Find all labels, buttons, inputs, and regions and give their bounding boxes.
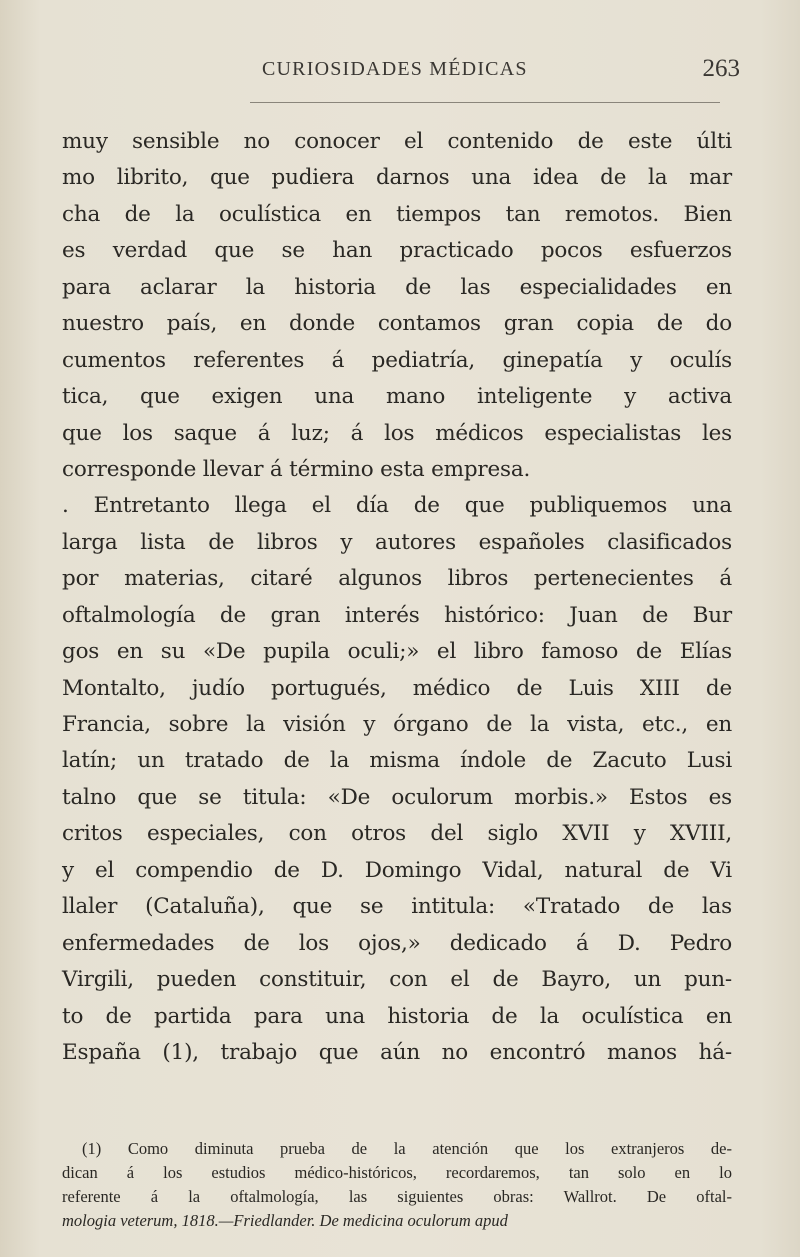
text-line: enfermedades de los ojos,» dedicado á D. Pedro xyxy=(62,930,732,956)
page-number: 263 xyxy=(702,55,740,82)
text-line: corresponde llevar á término esta empresa. xyxy=(62,456,531,482)
text-line: gos en su «De pupila oculi;» el libro famoso de Elías xyxy=(62,639,732,665)
text-line: Francia, sobre la visión y órgano de la vista, etc., en xyxy=(62,712,732,737)
text-line: . Entretanto llega el día de que publiquemos una xyxy=(62,493,732,519)
text-line: Virgili, pueden constituir, con el de Bayro, un pun- xyxy=(62,967,732,993)
text-line: cha de la oculística en tiempos tan remotos. Bien xyxy=(62,201,732,227)
text-line: to de partida para una historia de la oculística en xyxy=(62,1003,732,1029)
footnote-line: dican á los estudios médico-históricos, recordaremos, tan solo en lo xyxy=(62,1163,732,1182)
text-line: latín; un tratado de la misma índole de Zacuto Lusi xyxy=(62,748,732,774)
text-line: para aclarar la historia de las especialidades en xyxy=(62,274,732,300)
footnote-line: (1) Como diminuta prueba de la atención que los extranjeros de- xyxy=(82,1139,732,1158)
text-line: talno que se titula: «De oculorum morbis.» Estos es xyxy=(62,784,732,810)
text-line: España (1), trabajo que aún no encontró manos há- xyxy=(62,1039,732,1065)
footnote-line: mologia veterum, 1818.—Friedlander. De medicina oculorum apud xyxy=(62,1211,508,1230)
text-line: tica, que exigen una mano inteligente y activa xyxy=(62,384,732,410)
running-head xyxy=(62,55,740,88)
text-line: mo librito, que pudiera darnos una idea de la mar xyxy=(62,165,732,191)
text-line: que los saque á luz; á los médicos especialistas les xyxy=(62,420,732,446)
text-line: nuestro país, en donde contamos gran copia de do xyxy=(62,311,732,337)
text-line: cumentos referentes á pediatría, ginepatía y oculís xyxy=(62,347,732,373)
text-line: critos especiales, con otros del siglo XVII y XVIII, xyxy=(62,821,732,847)
header-rule xyxy=(250,102,720,103)
footnote-line: referente á la oftalmología, las siguientes obras: Wallrot. De oftal- xyxy=(62,1187,732,1206)
text-line: y el compendio de D. Domingo Vidal, natural de Vi xyxy=(62,857,732,883)
footnote xyxy=(62,1137,732,1233)
text-line: Montalto, judío portugués, médico de Luis XIII de xyxy=(62,675,732,701)
text-line: larga lista de libros y autores españoles clasificados xyxy=(62,529,732,555)
text-line: llaler (Cataluña), que se intitula: «Tratado de las xyxy=(62,894,732,920)
text-line: muy sensible no conocer el contenido de este últi xyxy=(62,129,732,154)
running-title: CURIOSIDADES MÉDICAS xyxy=(262,58,528,80)
text-line: por materias, citaré algunos libros pertenecientes á xyxy=(62,566,732,592)
body-text xyxy=(62,124,732,1071)
text-line: oftalmología de gran interés histórico: Juan de Bur xyxy=(62,602,732,628)
text-line: es verdad que se han practicado pocos esfuerzos xyxy=(62,238,732,264)
